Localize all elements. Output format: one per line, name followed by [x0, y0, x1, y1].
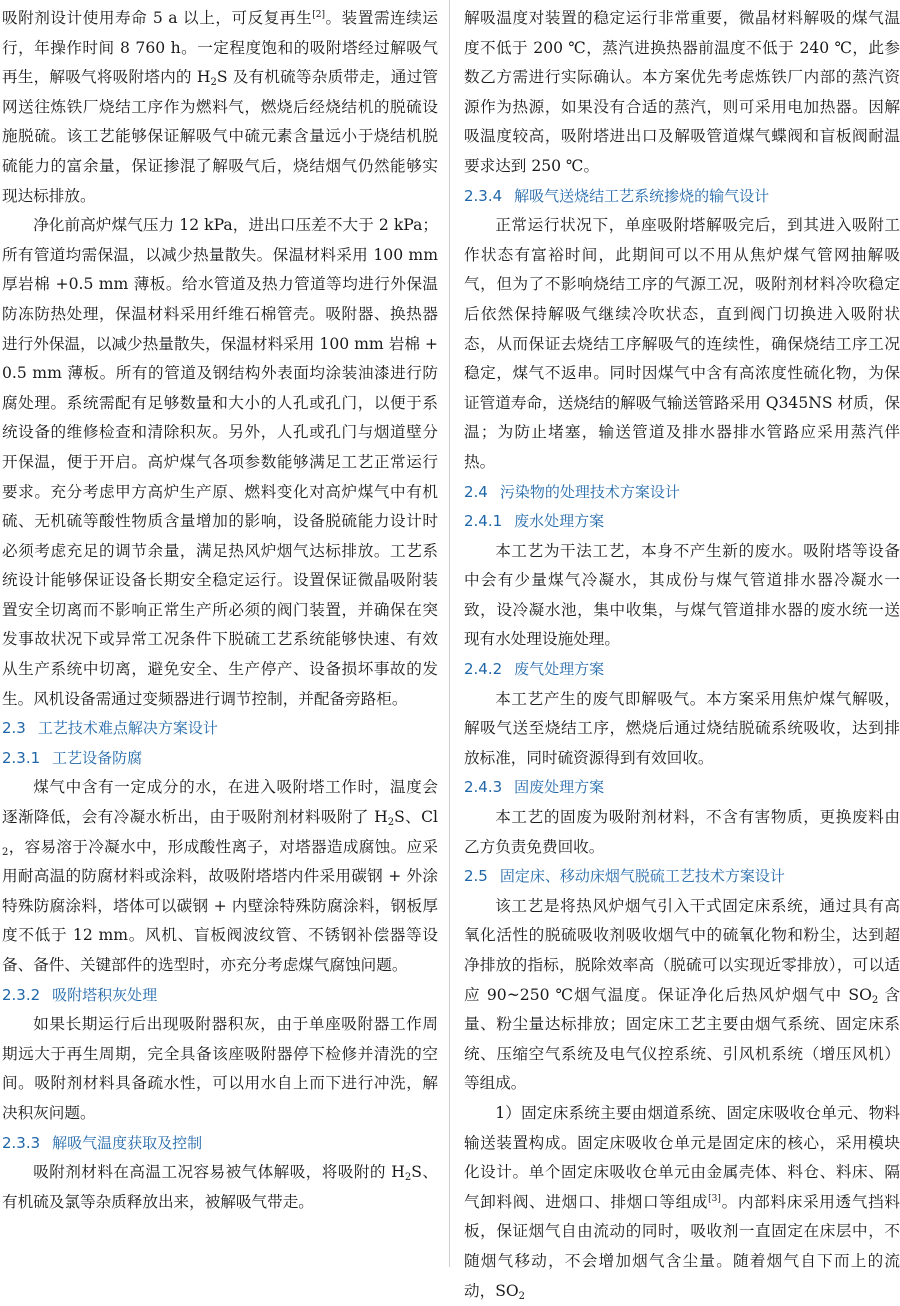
citation: [3] — [708, 1193, 721, 1204]
paragraph: 如果长期运行后出现吸附器积灰，由于单座吸附器工作周期远大于再生周期，完全具备该座吸附器停下检修并清洗的空间。吸附剂材料具备疏水性，可以用水自上而下进行冲洗，解决积灰问题。 — [2, 1015, 438, 1122]
section-title: 固废处理方案 — [514, 778, 605, 797]
text-run: 。装置需连续运行，年操作时间 8 760 h。一定程度饱和的吸附塔经过解吸气再生，解吸气将吸附塔内的 H — [2, 9, 438, 87]
subscript: 2 — [871, 994, 879, 1006]
subscript: 2 — [2, 846, 9, 858]
text-run: S 及有机硫等杂质带走，通过管网送往炼铁厂烧结工序作为燃料气，燃烧后经烧结机的脱硫设施脱硫。该工艺能够保证解吸气中硫元素含量远小于烧结机脱硫能力的富余量，保证掺混了解吸气后，烧结烟气仍然能够实现达标排放。 — [2, 68, 439, 205]
subsection-heading — [2, 1129, 438, 1159]
section-number: 2.4.1 — [464, 512, 503, 531]
section-title: 废气处理方案 — [514, 660, 605, 679]
section-title: 污染物的处理技术方案设计 — [499, 482, 680, 501]
subsection-heading — [464, 655, 900, 685]
right-column — [464, 4, 900, 1306]
text-run: 1）固定床系统主要由烟道系统、固定床吸收仓单元、物料输送装置构成。固定床吸收仓单元是固定床的核心，采用模块化设计。单个固定床吸收仓单元由金属壳体、料仓、料床、隔气卸料阀、进烟口、排烟口等组成 — [464, 1103, 900, 1211]
paragraph — [464, 1099, 900, 1306]
subsection-heading — [2, 981, 438, 1011]
paragraph — [2, 1158, 438, 1217]
paragraph: 净化前高炉煤气压力 12 kPa，进出口压差不大于 2 kPa；所有管道均需保温，以减少热量散失。保温材料采用 100 mm 厚岩棉 +0.5 mm 薄板。给水管道及热力管道等均进行外保温防冻防热处理，保温材料采用纤维石棉管壳。吸附器、换热器进行外保温，以减少热量散失，保温材料采用 100 mm 岩棉 +0.5 mm 薄板。所有的管道及钢结构外表面均涂装油漆进行防腐处理。系统需配有足够数量和大小的人孔或孔门，以便于系统设备的维修检查和清除积灰。另外，人孔或孔门与烟道壁分开保温，便于开启。高炉煤气各项参数能够满足工艺正常运行要求。充分考虑甲方高炉生产原、燃料变化对高炉煤气中有机硫、无机硫等酸性物质含量增加的影响，设备脱硫能力设计时必须考虑充足的调节余量，满足热风炉烟气达标排放。工艺系统设计能够保证设备长期安全稳定运行。设置保证微晶吸附装置安全切离而不影响正常生产所必须的阀门装置，并确保在突发事故状况下或异常工况条件下脱硫工艺系统能够快速、有效从生产系统中切离，避免安全、生产停产、设备损坏事故的发生。风机设备需通过变频器进行调节控制，并配备旁路柜。 — [2, 216, 438, 708]
section-title: 工艺设备防腐 — [52, 748, 143, 767]
left-column — [2, 4, 438, 1217]
text-run: 含量、粉尘量达标排放；固定床工艺主要由烟气系统、固定床系统、压缩空气系统及电气仪控系统、引风机系统（增压风机）等组成。 — [464, 985, 900, 1093]
text-run: S、Cl — [394, 808, 438, 827]
section-heading — [464, 478, 900, 508]
citation: [2] — [312, 10, 325, 20]
paragraph — [2, 4, 438, 211]
section-title: 废水处理方案 — [514, 512, 605, 531]
section-number: 2.3.3 — [2, 1133, 41, 1152]
text-run: ，容易溶于冷凝水中，形成酸性离子，对塔器造成腐蚀。应采用耐高温的防腐材料或涂料，故吸附塔塔内件采用碳钢 + 外涂特殊防腐涂料，塔体可以碳钢 + 内壁涂特殊防腐涂料，钢板厚度不低于 12 mm。风机、盲板阀波纹管、不锈钢补偿器等设备、备件、关键部件的选型时，亦充分考虑煤气腐蚀问题。 — [2, 837, 438, 974]
subscript: 2 — [387, 817, 395, 829]
subsection-heading — [464, 507, 900, 537]
paragraph: 解吸温度对装置的稳定运行非常重要，微晶材料解吸的煤气温度不低于 200 ℃，蒸汽进换热器前温度不低于 240 ℃，此参数乙方需进行实际确认。本方案优先考虑炼铁厂内部的蒸汽资源作为热源，如果没有合适的蒸汽，则可采用电加热器。因解吸温度较高，吸附塔进出口及解吸管道煤气蝶阀和盲板阀耐温要求达到 250 ℃。 — [464, 9, 900, 175]
paragraph — [2, 773, 438, 980]
paragraph — [464, 892, 900, 1099]
section-title: 解吸气温度获取及控制 — [52, 1133, 203, 1152]
section-title: 工艺技术难点解决方案设计 — [37, 719, 218, 738]
subscript: 2 — [404, 1172, 412, 1184]
subsection-heading — [464, 773, 900, 803]
section-number: 2.3 — [2, 719, 26, 738]
subsection-heading — [464, 182, 900, 212]
text-run: S、有机硫及氯等杂质释放出来，被解吸气带走。 — [2, 1163, 438, 1211]
subscript: 2 — [518, 1290, 526, 1302]
section-number: 2.3.2 — [2, 985, 41, 1004]
column-divider — [449, 0, 450, 1267]
text-run: 。内部料床采用透气挡料板，保证烟气自由流动的同时，吸收剂一直固定在床层中，不随烟气移动，不会增加烟气含尘量。随着烟气自下而上的流动，SO — [464, 1192, 900, 1300]
section-number: 2.3.1 — [2, 748, 41, 767]
section-number: 2.4.3 — [464, 778, 503, 797]
paragraph: 本工艺为干法工艺，本身不产生新的废水。吸附塔等设备中会有少量煤气冷凝水，其成份与煤气管道排水器冷凝水一致，设冷凝水池，集中收集，与煤气管道排水器的废水统一送现有水处理设施处理。 — [464, 541, 900, 649]
text-run: 吸附剂设计使用寿命 5 a 以上，可反复再生 — [2, 9, 313, 27]
text-run: 煤气中含有一定成分的水，在进入吸附塔工作时，温度会逐渐降低，会有冷凝水析出，由于吸附剂材料吸附了 H — [2, 778, 438, 827]
text-run: 该工艺是将热风炉烟气引入干式固定床系统，通过具有高氧化活性的脱硫吸收剂吸收烟气中的硫氧化物和粉尘，达到超净排放的指标，脱除效率高（脱硫可以实现近零排放），可以适应 90~250 ℃烟气温度。保证净化后热风炉烟气中 SO — [464, 896, 900, 1004]
paragraph: 本工艺产生的废气即解吸气。本方案采用焦炉煤气解吸，解吸气送至烧结工序，燃烧后通过烧结脱硫系统吸收，达到排放标准，同时硫资源得到有效回收。 — [464, 689, 900, 767]
section-number: 2.4 — [464, 482, 488, 501]
paragraph: 正常运行状况下，单座吸附塔解吸完后，到其进入吸附工作状态有富裕时间，此期间可以不用从焦炉煤气管网抽解吸气，但为了不影响烧结工序的气源工况，吸附剂材料冷吹稳定后依然保持解吸气继续冷吹状态，直到阀门切换进入吸附状态，从而保证去烧结工序解吸气的连续性，确保烧结工序工况稳定，煤气不返串。同时因煤气中含有高浓度性硫化物，为保证管道寿命，送烧结的解吸气输送管路采用 Q345NS 材质，保温；为防止堵塞，输送管道及排水器排水管路应采用蒸汽伴热。 — [464, 216, 900, 471]
subscript: 2 — [210, 77, 217, 89]
section-number: 2.4.2 — [464, 660, 503, 679]
section-title: 固定床、移动床烟气脱硫工艺技术方案设计 — [499, 867, 785, 886]
section-title: 吸附塔积灰处理 — [52, 985, 158, 1004]
section-heading — [464, 862, 900, 892]
section-heading — [2, 714, 438, 744]
paragraph: 本工艺的固废为吸附剂材料，不含有害物质，更换废料由乙方负责免费回收。 — [464, 808, 900, 856]
section-title: 解吸气送烧结工艺系统掺烧的输气设计 — [514, 186, 770, 205]
text-run: 吸附剂材料在高温工况容易被气体解吸，将吸附的 H — [33, 1163, 405, 1182]
section-number: 2.3.4 — [464, 186, 503, 205]
subsection-heading — [2, 744, 438, 774]
section-number: 2.5 — [464, 867, 488, 886]
